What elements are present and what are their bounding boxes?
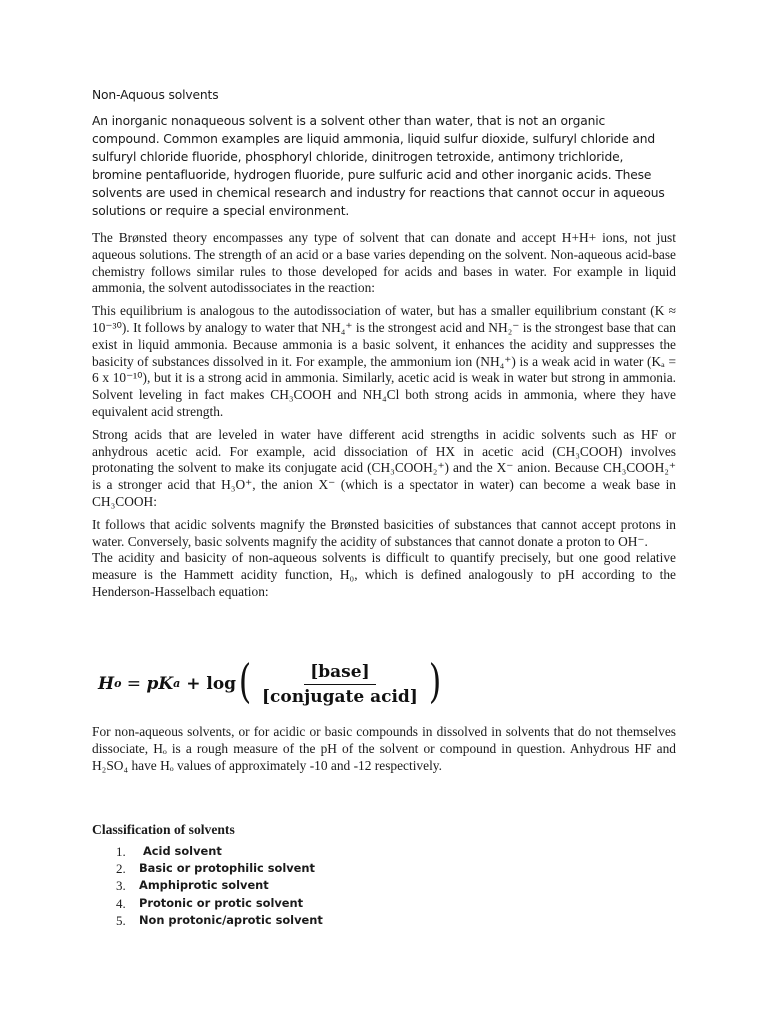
list-number: 1. — [116, 844, 126, 859]
formula-numerator: [base] — [304, 662, 375, 685]
paragraph-equilibrium: This equilibrium is analogous to the autodissociation of water, but has a smaller equilibrium constant (K ≈ 10⁻³⁰). It follows by analogy to water that NH₄⁺ is the strongest acid and NH₂⁻ is the strongest base that can exist in liquid ammonia. Because ammonia is a basic solvent, it enhances the acidity and suppresses the basicity of substances dissolved in it. For example, the ammonium ion (NH₄⁺) is a weak acid in water (Kₐ = 6 x 10⁻¹⁰), but it is a strong acid in ammonia. Similarly, acetic acid is weak in water but strong in ammonia. Solvent leveling in fact makes CH₃COOH and NH₄Cl both strong acids in ammonia, where they have equivalent acid strength. — [92, 303, 676, 419]
formula-denominator: [conjugate acid] — [262, 686, 418, 707]
hammett-equation: H o = pK a + log ( $\frac{\text{[base]}}{\text{[conjugate acid]}}$ ) — [98, 654, 442, 708]
paragraph-strong-acids: Strong acids that are leveled in water have different acid strengths in acidic solvents such as HF or anhydrous acetic acid. For example, acid dissociation of HX in acetic acid (CH₃COOH) involves protonating the solvent to make its conjugate acid (CH₃COOH₂⁺) and the X⁻ anion. Because CH₃COOH₂⁺ is a stronger acid that H₃O⁺, the anion X⁻ (which is a spectator in water) can become a weak base in CH₃COOH: — [92, 426, 676, 509]
paragraph-non-aqueous-h0: For non-aqueous solvents, or for acidic or basic compounds in dissolved in solvents that do not themselves dissociate, Hₒ is a rough measure of the pH of the solvent or compound in question. Anhydrous HF and H₂SO₄ have Hₒ values of approximately -10 and -12 respectively. — [92, 724, 676, 773]
list-number: 4. — [116, 895, 126, 911]
list-item — [92, 843, 323, 860]
list-number: 5. — [116, 912, 126, 928]
formula-plus-log: + log — [180, 674, 237, 694]
classification-list — [92, 843, 323, 929]
list-label: Non protonic/aprotic solvent — [139, 912, 323, 927]
left-paren: ( — [238, 654, 252, 708]
classification-heading: Classification of solvents — [92, 822, 235, 837]
list-item — [92, 895, 323, 912]
paragraph-bronsted: The Brønsted theory encompasses any type of solvent that can donate and accept H+H+ ions, not just aqueous solutions. The strength of an acid or a base varies depending on the solvent. Non-aqueous acid-base chemistry follows similar rules to those developed for acids and bases in water. For example in liquid ammonia, the solvent autodissociates in the reaction: — [92, 230, 676, 296]
list-label: Basic or protophilic solvent — [139, 861, 315, 876]
formula-fraction — [256, 662, 424, 707]
formula-lhs: H — [98, 674, 115, 694]
list-item — [92, 877, 323, 894]
list-label: Protonic or protic solvent — [139, 895, 304, 910]
formula-pk: pK — [146, 674, 174, 694]
list-label: Amphiprotic solvent — [139, 878, 269, 893]
document-title: Non-Aquous solvents — [92, 88, 219, 102]
paragraph-intro: An inorganic nonaqueous solvent is a solvent other than water, that is not an organic compound. Common examples are liquid ammonia, liquid sulfur dioxide, sulfuryl chloride and sulfuryl chloride fluoride, phosphoryl chloride, dinitrogen tetroxide, antimony trichloride, bromine pentafluoride, hydrogen fluoride, pure sulfuric acid and other inorganic acids. These solvents are used in chemical research and industry for reactions that cannot occur in aqueous solutions or require a special environment. — [92, 114, 665, 218]
paragraph-acidic-solvents: It follows that acidic solvents magnify the Brønsted basicities of substances that cannot accept protons in water. Conversely, basic solvents magnify the acidity of substances that cannot donate a proton to OH⁻. — [92, 516, 676, 549]
list-item — [92, 860, 323, 877]
list-item — [92, 912, 323, 929]
list-label: Acid solvent — [139, 844, 222, 858]
formula-equals: = — [121, 674, 147, 694]
list-number: 3. — [116, 878, 126, 894]
document-body — [92, 86, 676, 601]
right-paren: ) — [428, 654, 442, 708]
paragraph-hammett: The acidity and basicity of non-aqueous solvents is difficult to quantify precisely, but one good relative measure is the Hammett acidity function, H₀, which is defined analogously to pH according to the Henderson-Hasselbach equation: — [92, 550, 676, 599]
list-number: 2. — [116, 861, 126, 877]
